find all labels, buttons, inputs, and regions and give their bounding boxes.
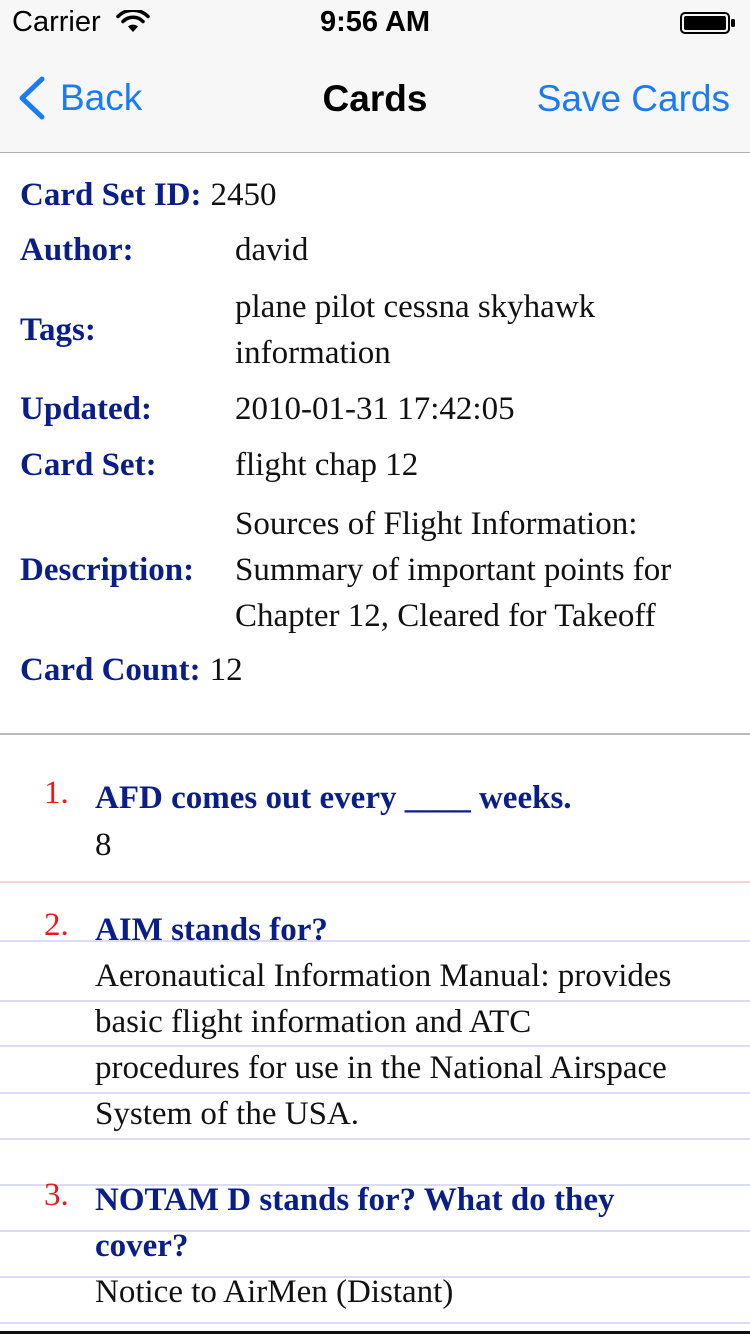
card-answer-line: procedures for use in the National Airspace xyxy=(95,1050,667,1086)
info-row-description xyxy=(20,501,750,639)
description-label: Description: xyxy=(20,551,195,588)
info-row-tags xyxy=(20,284,750,376)
ruled-line xyxy=(0,881,750,883)
author-label: Author: xyxy=(20,231,134,268)
info-row-card-count xyxy=(20,647,750,693)
tags-label: Tags: xyxy=(20,311,96,348)
ruled-line xyxy=(0,1138,750,1140)
info-row-updated xyxy=(20,386,750,432)
card-count-value: 12 xyxy=(209,652,243,688)
card-number: 2. xyxy=(44,907,69,943)
back-label: Back xyxy=(60,77,143,118)
description-line: Sources of Flight Information: xyxy=(235,506,638,542)
card-answer xyxy=(95,953,750,1137)
info-row-author xyxy=(20,227,750,273)
navigation-bar xyxy=(0,40,750,152)
card-set-label: Card Set: xyxy=(20,446,157,483)
ruled-line xyxy=(0,1322,750,1324)
card-number: 1. xyxy=(44,775,69,811)
card-number: 3. xyxy=(44,1177,69,1213)
card-answer: Notice to AirMen (Distant) xyxy=(95,1274,454,1310)
status-time: 9:56 AM xyxy=(319,6,431,38)
save-cards-button[interactable]: Save Cards xyxy=(536,78,730,119)
card-set-value: flight chap 12 xyxy=(235,447,419,483)
description-value xyxy=(235,501,671,639)
card-set-info xyxy=(0,152,750,734)
card-answer: 8 xyxy=(95,827,112,863)
card-question xyxy=(95,1177,735,1269)
info-row-card-set xyxy=(20,442,750,488)
status-bar xyxy=(0,0,750,40)
tags-value xyxy=(235,284,595,376)
updated-label: Updated: xyxy=(20,390,153,427)
author-value: david xyxy=(235,232,309,268)
card-question-line: cover? xyxy=(95,1228,189,1264)
battery-icon xyxy=(680,12,736,34)
card-answer-line: Aeronautical Information Manual: provides xyxy=(95,958,672,994)
tags-line: information xyxy=(235,335,391,371)
top-chrome xyxy=(0,0,750,153)
tags-line: plane pilot cessna skyhawk xyxy=(235,289,596,325)
description-line: Summary of important points for xyxy=(235,552,672,588)
card-question-line: NOTAM D stands for? What do they xyxy=(95,1182,615,1218)
info-row-card-set-id xyxy=(20,172,750,218)
card-set-id-value: 2450 xyxy=(210,177,277,213)
cards-list[interactable] xyxy=(0,735,750,1334)
card-answer-line: basic flight information and ATC xyxy=(95,1004,532,1040)
description-line: Chapter 12, Cleared for Takeoff xyxy=(235,598,656,634)
updated-value: 2010-01-31 17:42:05 xyxy=(235,391,515,427)
card-set-id-label: Card Set ID: xyxy=(20,176,202,213)
card-question: AFD comes out every ____ weeks. xyxy=(95,780,572,816)
card-count-label: Card Count: xyxy=(20,651,201,688)
carrier-label: Carrier xyxy=(12,6,101,38)
page-title: Cards xyxy=(322,78,428,119)
card-answer-line: System of the USA. xyxy=(95,1096,359,1132)
card-question: AIM stands for? xyxy=(95,912,328,948)
